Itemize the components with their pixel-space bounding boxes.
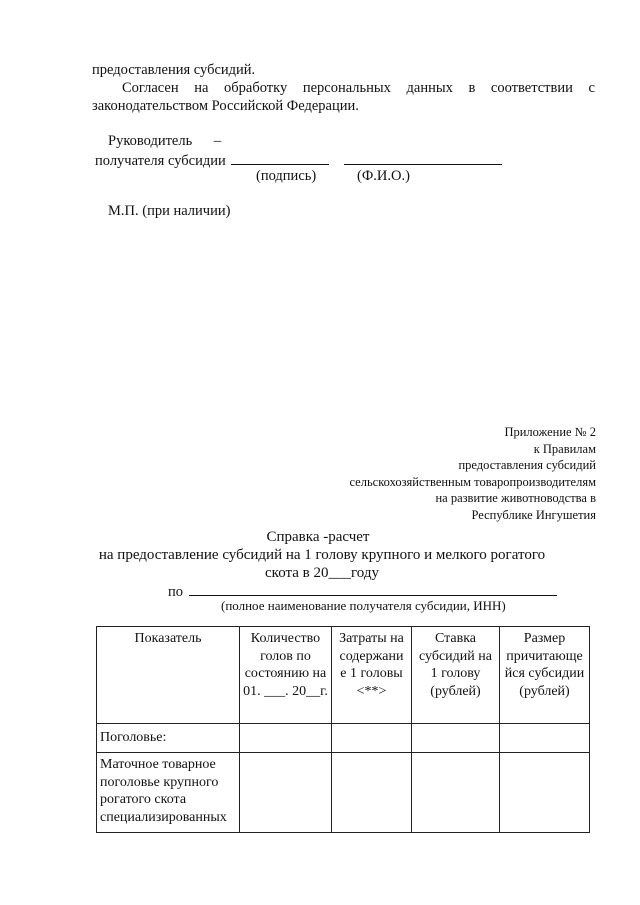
table-row bbox=[97, 724, 590, 753]
text-line-subsidies: предоставления субсидий. bbox=[92, 62, 256, 78]
table-row bbox=[97, 753, 590, 833]
table-header-row bbox=[97, 627, 590, 724]
consent-line bbox=[122, 80, 595, 97]
document-subtitle: на предоставление субсидий на 1 голову крупного и мелкого рогатого bbox=[98, 547, 546, 563]
calculation-table bbox=[96, 626, 590, 833]
appendix-header bbox=[349, 424, 596, 524]
name-line bbox=[344, 150, 502, 165]
table-cell[interactable] bbox=[500, 753, 590, 833]
consent-word: с bbox=[588, 80, 595, 96]
header-subsidy-amount: Размер причитающе йся субсидии (рублей) bbox=[500, 627, 590, 724]
document-subtitle-2: скота в 20___году bbox=[265, 565, 379, 581]
table-cell[interactable] bbox=[412, 724, 500, 753]
recipient-label: получателя субсидии bbox=[95, 153, 226, 169]
table-cell[interactable] bbox=[240, 724, 332, 753]
table-cell[interactable] bbox=[412, 753, 500, 833]
document-title: Справка -расчет bbox=[266, 529, 370, 545]
appendix-line: сельскохозяйственным товаропроизводителям bbox=[349, 474, 596, 489]
appendix-line: к Правилам bbox=[533, 441, 596, 456]
header-costs: Затраты на содержани е 1 головы <**> bbox=[332, 627, 412, 724]
consent-word: в bbox=[468, 80, 476, 96]
table-cell: Маточное товарное поголовье крупного рогатого скота специализированных bbox=[97, 753, 240, 833]
appendix-line: Республике Ингушетия bbox=[471, 507, 596, 522]
signature-line bbox=[231, 150, 329, 165]
name-caption: (Ф.И.О.) bbox=[357, 168, 410, 184]
consent-word: Согласен bbox=[122, 80, 179, 96]
table-cell[interactable] bbox=[332, 724, 412, 753]
appendix-line: предоставления субсидий bbox=[458, 458, 596, 473]
stamp-label: М.П. (при наличии) bbox=[108, 203, 231, 219]
consent-word: персональных bbox=[302, 80, 391, 96]
recipient-signature-row bbox=[95, 150, 502, 170]
consent-word: данных bbox=[406, 80, 453, 96]
recipient-name-line bbox=[189, 581, 557, 596]
appendix-line: на развитие животноводства в bbox=[435, 491, 596, 506]
consent-word: на bbox=[194, 80, 209, 96]
table-cell[interactable] bbox=[240, 753, 332, 833]
by-label: по bbox=[168, 584, 184, 600]
consent-word: обработку bbox=[224, 80, 288, 96]
signature-caption: (подпись) bbox=[256, 168, 317, 184]
table-cell: Поголовье: bbox=[97, 724, 240, 753]
table-cell[interactable] bbox=[332, 753, 412, 833]
appendix-line: Приложение № 2 bbox=[504, 425, 596, 439]
header-rate: Ставка субсидий на 1 голову (рублей) bbox=[412, 627, 500, 724]
consent-word: соответствии bbox=[490, 80, 573, 96]
table-cell[interactable] bbox=[500, 724, 590, 753]
head-label: Руководитель – bbox=[108, 133, 222, 149]
consent-line-2: законодательством Российской Федерации. bbox=[92, 98, 359, 114]
header-head-count: Количество голов по состоянию на 01. ___. 20__г. bbox=[240, 627, 332, 724]
header-indicator: Показатель bbox=[97, 627, 240, 724]
recipient-caption: (полное наименование получателя субсидии, ИНН) bbox=[221, 598, 506, 613]
